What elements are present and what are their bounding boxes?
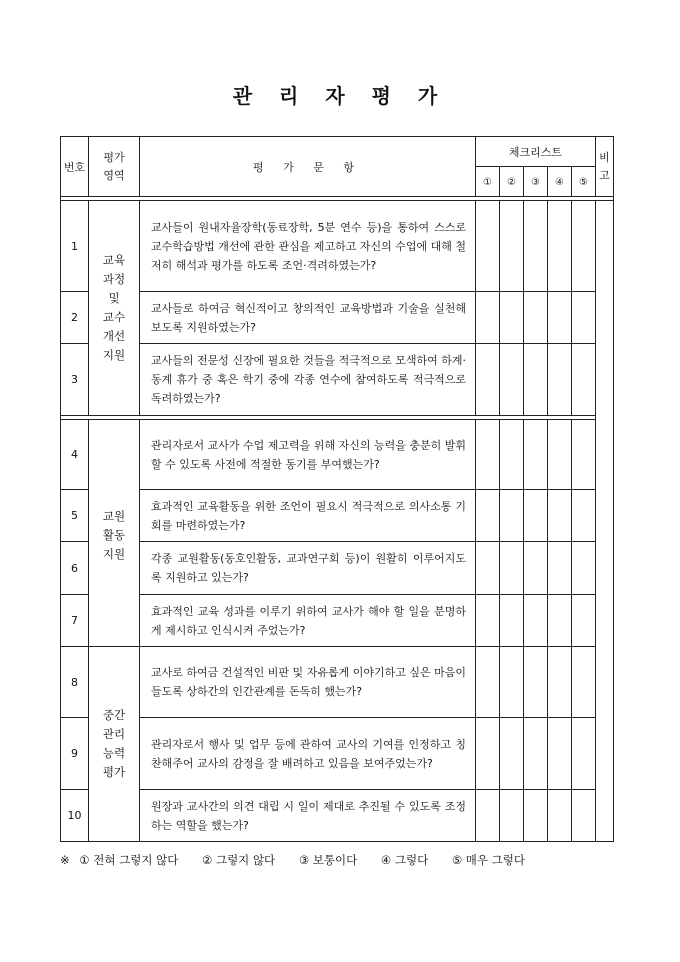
legend-item: ④ 그렇다	[380, 853, 429, 867]
check-cell-5[interactable]	[572, 647, 596, 718]
option-label: ②	[507, 177, 516, 188]
header-checklist: 체크리스트	[476, 137, 596, 167]
check-cell-3[interactable]	[524, 344, 548, 416]
check-cell-2[interactable]	[500, 790, 524, 842]
check-cell-5[interactable]	[572, 201, 596, 292]
question-text: 교사로 하여금 건설적인 비판 및 자유롭게 이야기하고 싶은 마음이 들도록 상하간의 인간관계를 돈독히 했는가?	[140, 647, 476, 718]
row-number: 3	[61, 344, 89, 416]
check-cell-3[interactable]	[524, 542, 548, 595]
option-4-header	[548, 167, 572, 197]
header-remark	[596, 137, 614, 197]
row-number: 4	[61, 420, 89, 490]
check-cell-3[interactable]	[524, 490, 548, 542]
page-title: 관 리 자 평 가	[232, 84, 448, 108]
check-cell-4[interactable]	[548, 595, 572, 647]
check-cell-4[interactable]	[548, 292, 572, 344]
check-cell-4[interactable]	[548, 201, 572, 292]
check-cell-4[interactable]	[548, 420, 572, 490]
check-cell-2[interactable]	[500, 201, 524, 292]
question-text: 원장과 교사간의 의견 대립 시 일이 제대로 추진될 수 있도록 조정하는 역할을 했는가?	[140, 790, 476, 842]
check-cell-2[interactable]	[500, 595, 524, 647]
question-text: 교사들의 전문성 신장에 필요한 것들을 적극적으로 모색하여 하계·동계 휴가 중 혹은 학기 중에 각종 연수에 참여하도록 적극적으로 독려하였는가?	[140, 344, 476, 416]
check-cell-1[interactable]	[476, 647, 500, 718]
check-cell-5[interactable]	[572, 490, 596, 542]
check-cell-3[interactable]	[524, 292, 548, 344]
check-cell-5[interactable]	[572, 292, 596, 344]
check-cell-3[interactable]	[524, 647, 548, 718]
check-cell-3[interactable]	[524, 201, 548, 292]
legend-item: ③ 보통이다	[298, 853, 358, 867]
header-area	[89, 137, 140, 197]
question-text: 각종 교원활동(동호인활동, 교과연구회 등)이 원활히 이루어지도록 지원하고 있는가?	[140, 542, 476, 595]
check-cell-4[interactable]	[548, 790, 572, 842]
check-cell-4[interactable]	[548, 718, 572, 790]
legend-item: ① 전혀 그렇지 않다	[79, 853, 179, 867]
header-area-text: 평가 영역	[103, 150, 125, 182]
area-label: 교원 활동 지원	[102, 508, 126, 561]
question-text: 효과적인 교육활동을 위한 조언이 필요시 적극적으로 의사소통 기회를 마련하였는가?	[140, 490, 476, 542]
header-remark-text: 비 고	[599, 150, 610, 182]
check-cell-4[interactable]	[548, 344, 572, 416]
area-cell-curriculum	[89, 201, 140, 416]
check-cell-5[interactable]	[572, 542, 596, 595]
option-3-header	[524, 167, 548, 197]
question-text: 효과적인 교육 성과를 이루기 위하여 교사가 해야 할 일을 분명하게 제시하고 인식시켜 주었는가?	[140, 595, 476, 647]
check-cell-2[interactable]	[500, 292, 524, 344]
option-label: ④	[555, 177, 564, 188]
row-number: 2	[61, 292, 89, 344]
option-label: ①	[483, 177, 492, 188]
check-cell-4[interactable]	[548, 542, 572, 595]
check-cell-3[interactable]	[524, 718, 548, 790]
row-number: 9	[61, 718, 89, 790]
check-cell-1[interactable]	[476, 201, 500, 292]
legend-mark: ※	[60, 853, 70, 867]
question-text: 관리자로서 행사 및 업무 등에 관하여 교사의 기여를 인정하고 칭찬해주어 교사의 감정을 잘 배려하고 있음을 보여주었는가?	[140, 718, 476, 790]
rating-legend	[60, 852, 620, 868]
question-text: 관리자로서 교사가 수업 제고력을 위해 자신의 능력을 충분히 발휘할 수 있도록 사전에 적절한 동기를 부여했는가?	[140, 420, 476, 490]
check-cell-5[interactable]	[572, 595, 596, 647]
check-cell-1[interactable]	[476, 718, 500, 790]
check-cell-2[interactable]	[500, 647, 524, 718]
legend-item: ⑤ 매우 그렇다	[451, 853, 526, 867]
check-cell-5[interactable]	[572, 718, 596, 790]
check-cell-1[interactable]	[476, 420, 500, 490]
option-1-header	[476, 167, 500, 197]
area-label: 중간 관리 능력 평가	[102, 708, 126, 779]
row-number: 5	[61, 490, 89, 542]
check-cell-2[interactable]	[500, 542, 524, 595]
question-text: 교사들이 원내자율장학(동료장학, 5분 연수 등)을 통하여 스스로 교수학습방법 개선에 관한 관심을 제고하고 자신의 수업에 대해 철저히 해석과 평가를 하도록 조언·격려하였는가?	[140, 201, 476, 292]
remark-cell[interactable]	[596, 201, 614, 842]
check-cell-1[interactable]	[476, 542, 500, 595]
check-cell-4[interactable]	[548, 490, 572, 542]
option-label: ⑤	[579, 177, 588, 188]
area-cell-teacher-activity	[89, 420, 140, 647]
row-number: 7	[61, 595, 89, 647]
check-cell-3[interactable]	[524, 790, 548, 842]
legend-item: ② 그렇지 않다	[202, 853, 276, 867]
check-cell-2[interactable]	[500, 718, 524, 790]
header-no: 번호	[61, 137, 89, 197]
option-2-header	[500, 167, 524, 197]
check-cell-1[interactable]	[476, 790, 500, 842]
question-text: 교사들로 하여금 혁신적이고 창의적인 교육방법과 기술을 실천해보도록 지원하였는가?	[140, 292, 476, 344]
row-number: 1	[61, 201, 89, 292]
check-cell-1[interactable]	[476, 490, 500, 542]
check-cell-1[interactable]	[476, 595, 500, 647]
check-cell-5[interactable]	[572, 344, 596, 416]
evaluation-table	[60, 136, 614, 842]
check-cell-1[interactable]	[476, 344, 500, 416]
row-number: 6	[61, 542, 89, 595]
check-cell-3[interactable]	[524, 595, 548, 647]
area-cell-middle-management	[89, 647, 140, 842]
check-cell-2[interactable]	[500, 420, 524, 490]
option-label: ③	[531, 177, 540, 188]
check-cell-5[interactable]	[572, 790, 596, 842]
row-number: 10	[61, 790, 89, 842]
check-cell-2[interactable]	[500, 490, 524, 542]
row-number: 8	[61, 647, 89, 718]
check-cell-1[interactable]	[476, 292, 500, 344]
check-cell-5[interactable]	[572, 420, 596, 490]
header-question: 평 가 문 항	[140, 137, 476, 197]
check-cell-3[interactable]	[524, 420, 548, 490]
option-5-header	[572, 167, 596, 197]
check-cell-2[interactable]	[500, 344, 524, 416]
area-label: 교육 과정 및 교수 개선 지원	[102, 253, 126, 362]
check-cell-4[interactable]	[548, 647, 572, 718]
